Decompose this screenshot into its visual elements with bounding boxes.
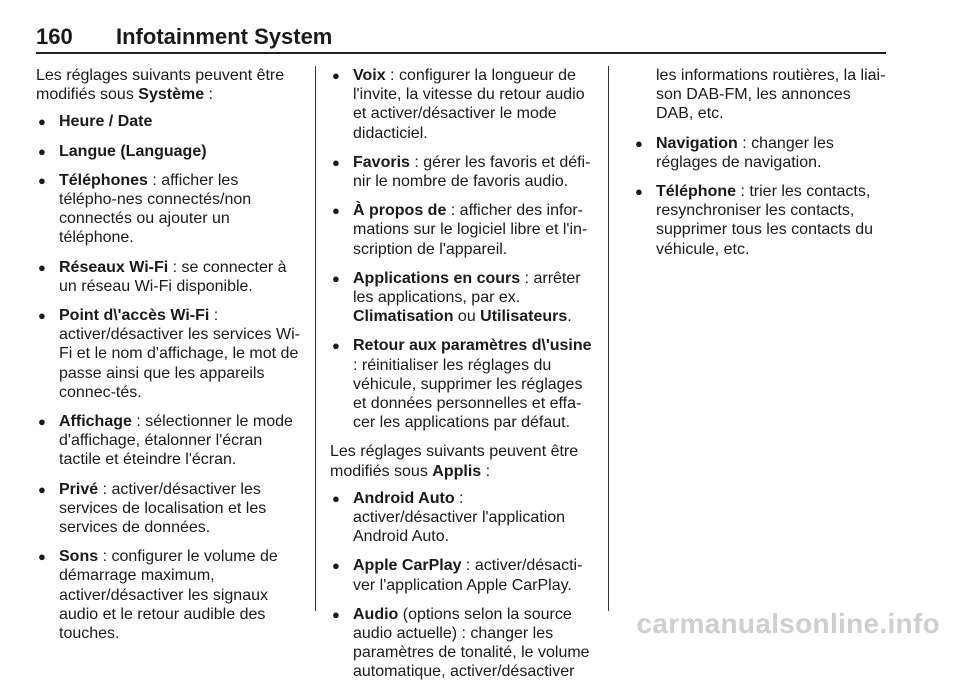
intro-paragraph: Les réglages suivants peuvent être modifiés sous Applis : bbox=[330, 443, 579, 480]
list-item: ● Voix : configurer la longueur de l'invite, la vitesse du retour audio et activer/désactiver le mode didacticiel. bbox=[330, 66, 592, 143]
list-item: ● Langue (Language) bbox=[36, 142, 300, 161]
list-item: ● Navigation : changer les réglages de navigation. bbox=[633, 134, 886, 172]
list-item: ● Privé : activer/désactiver les services de localisation et les services de données. bbox=[36, 480, 300, 538]
column-3 bbox=[633, 66, 886, 269]
settings-list bbox=[36, 112, 300, 643]
continued-text: les informations routières, la liai-son DAB-FM, les annonces DAB, etc. bbox=[656, 67, 886, 123]
column-divider bbox=[315, 66, 316, 611]
list-item: ● Favoris : gérer les favoris et défi-nir le nombre de favoris audio. bbox=[330, 153, 592, 191]
list-item: ● Téléphone : trier les contacts, resynchroniser les contacts, supprimer tous les contacts du véhicule, etc. bbox=[633, 182, 886, 259]
column-divider bbox=[608, 66, 609, 611]
column-2 bbox=[330, 66, 592, 692]
list-item: ● Point d\'accès Wi-Fi : activer/désactiver les services Wi-Fi et le nom d'affichage, le mot de passe ainsi que les appareils connec-tés. bbox=[36, 306, 300, 402]
list-item: ● Réseaux Wi-Fi : se connecter à un réseau Wi-Fi disponible. bbox=[36, 258, 300, 296]
settings-list bbox=[330, 66, 592, 432]
apps-list bbox=[330, 489, 592, 682]
page-header bbox=[36, 24, 886, 54]
list-item: ● Audio (options selon la source audio actuelle) : changer les paramètres de tonalité, le volume automatique, activer/désactiver bbox=[330, 605, 592, 682]
list-item: ● Retour aux paramètres d\'usine : réinitialiser les réglages du véhicule, supprimer les réglages et données personnelles et effa-cer les applications par défaut. bbox=[330, 336, 592, 432]
list-item: ● Téléphones : afficher les télépho-nes connectés/non connectés ou ajouter un téléphone. bbox=[36, 171, 300, 248]
list-item: ● Affichage : sélectionner le mode d'affichage, étalonner l'écran tactile et éteindre l'écran. bbox=[36, 412, 300, 470]
column-1 bbox=[36, 66, 300, 653]
list-item: ● Sons : configurer le volume de démarrage maximum, activer/désactiver les signaux audio et le retour audible des touches. bbox=[36, 547, 300, 643]
page-number: 160 bbox=[36, 24, 73, 49]
list-item: ● Android Auto : activer/désactiver l'application Android Auto. bbox=[330, 489, 592, 547]
apps-list bbox=[633, 134, 886, 259]
watermark: carmanualsonline.info bbox=[636, 608, 940, 639]
list-item: ● À propos de : afficher des infor-mations sur le logiciel libre et l'in-scription de l'appareil. bbox=[330, 201, 592, 259]
list-item: ● Heure / Date bbox=[36, 112, 300, 131]
header-rule bbox=[36, 52, 886, 54]
intro-paragraph: Les réglages suivants peuvent être modifiés sous Système : bbox=[36, 67, 285, 104]
section-title: Infotainment System bbox=[116, 24, 333, 49]
list-item: ● Applications en cours : arrêter les applications, par ex. Climatisation ou Utilisateurs. bbox=[330, 269, 592, 327]
list-item: ● Apple CarPlay : activer/désacti-ver l'application Apple CarPlay. bbox=[330, 556, 592, 594]
